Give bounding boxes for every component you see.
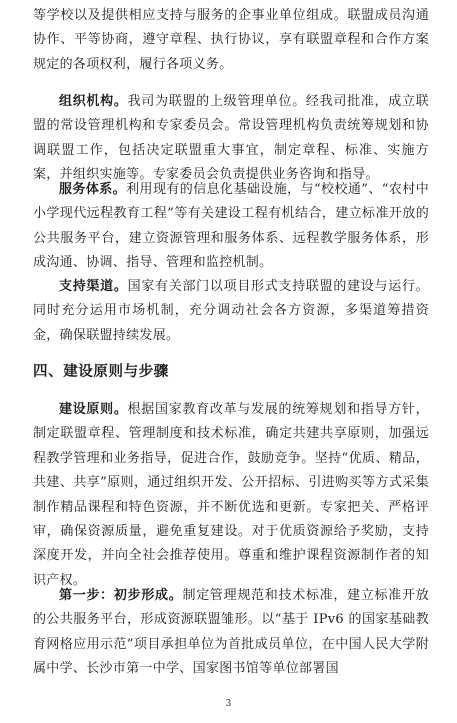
paragraph-text: 利用现有的信息化基础设施，与“校校通”、“农村中小学现代远程教育工程”等有关建设工程有机结合，建立标准开放的公共服务平台，建立资源管理和服务体系、远程教学服务体系，形成沟通、协调、指导、管理和监控机制。 <box>33 182 429 271</box>
paragraph-text: 根据国家教育改革与发展的统筹规划和指导方针，制定联盟章程、管理制度和技术标准，确定共建共享原则，加强远程教学管理和业务指导，促进合作，鼓励竞争。坚持“优质、精品，共建、共享”原则，通过组织开发、公开招标、引进购买等方式采集制作精品课程和特色资源，并不断优选和更新。专家把关、严格评审，确保资源质量，避免重复建设。对于优质资源给予奖励，支持深度开发，并向全社会推荐使用。尊重和维护课程资源制作者的知识产权。 <box>33 402 429 588</box>
section-heading: 四、建设原则与步骤 <box>33 363 169 380</box>
paragraph-text: 等学校以及提供相应支持与服务的企事业单位组成。联盟成员沟通协作、平等协商，遵守章程、执行协议，享有联盟章程和合作方案规定的各项权利，履行各项义务。 <box>33 8 429 72</box>
paragraph-text: 国家有关部门以项目形式支持联盟的建设与运行。同时充分运用市场机制，充分调动社会各方资源，多渠道筹措资金，确保联盟持续发展。 <box>33 279 429 343</box>
paragraph-organization <box>33 90 429 188</box>
paragraph-support-channels <box>33 275 429 348</box>
term-organization: 组织机构。 <box>59 94 128 109</box>
paragraph-service-system <box>33 178 429 276</box>
term-construction-principles: 建设原则。 <box>59 402 128 417</box>
paragraph-text: 我司为联盟的上级管理单位。经我司批准，成立联盟的常设管理机构和专家委员会。常设管理机构负责统筹规划和协调联盟工作，包括决定联盟重大事宜，制定章程、标准、实施方案，并组织实施等。专家委员会负责提供业务咨询和指导。 <box>33 94 429 183</box>
term-support-channels: 支持渠道。 <box>59 279 128 294</box>
term-step-one: 第一步：初步形成。 <box>59 588 183 603</box>
paragraph-step-one <box>33 584 429 682</box>
page-number: 3 <box>225 699 232 709</box>
paragraph-membership <box>33 4 429 77</box>
term-service-system: 服务体系。 <box>59 182 127 197</box>
paragraph-text: 制定管理规范和技术标准，建立标准开放的公共服务平台，形成资源联盟雏形。以“基于 IPv6 的国家基础教育网格应用示范”项目承担单位为首批成员单位，在中国人民大学附属中学、长沙市第一中学、国家图书馆等单位部署国 <box>33 588 430 677</box>
paragraph-construction-principles <box>33 398 429 593</box>
